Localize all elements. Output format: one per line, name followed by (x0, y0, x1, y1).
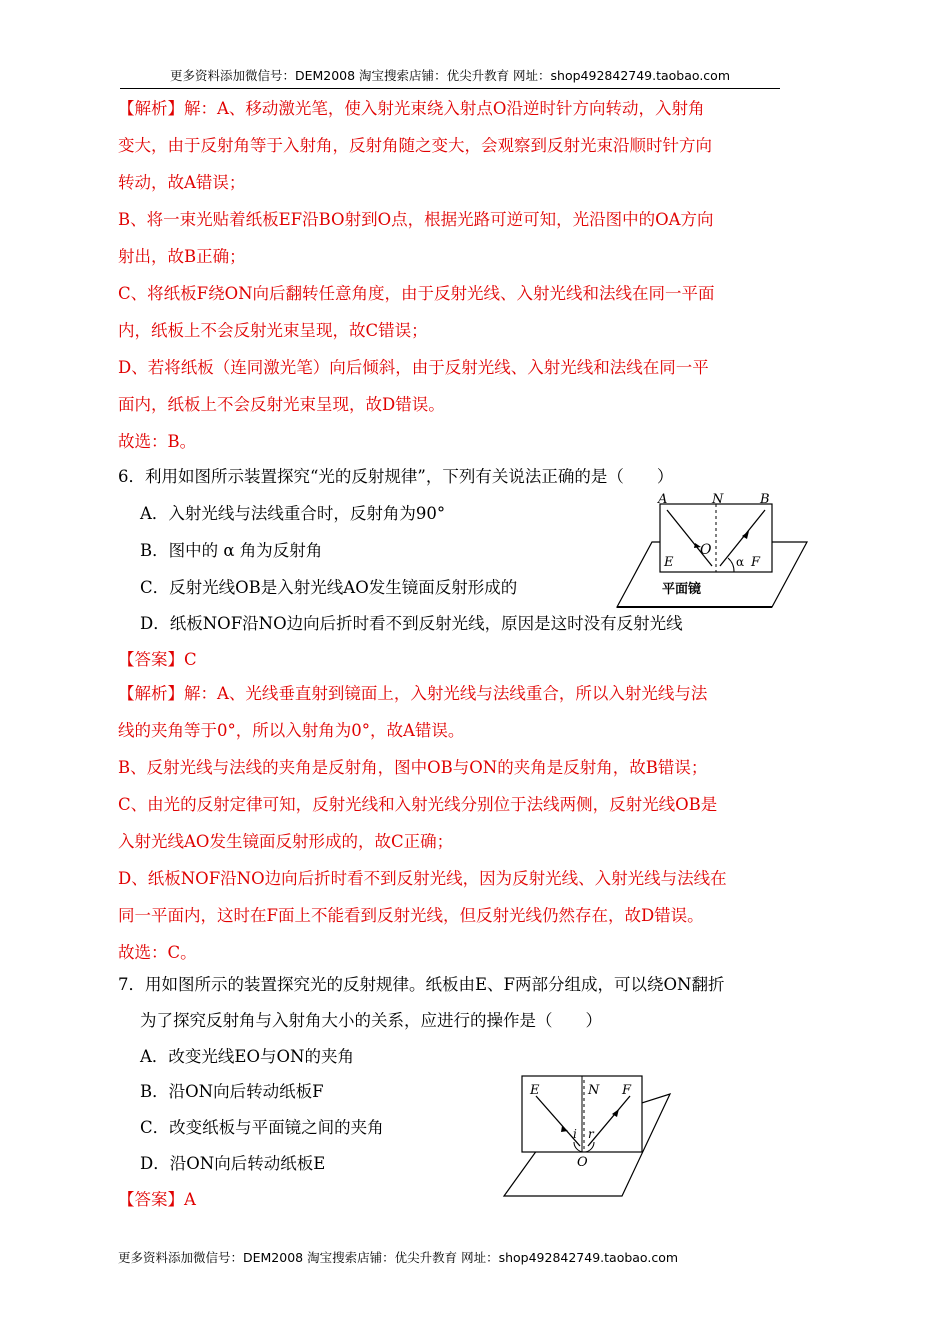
q7-stem-line-2: 为了探究反射角与入射角大小的关系，应进行的操作是（ ） (140, 1011, 602, 1030)
q5-analysis-line-3: 转动，故A错误； (118, 173, 246, 192)
label-alpha: α (736, 555, 745, 569)
label-f: F (622, 1083, 632, 1098)
q5-analysis-line-8: D、若将纸板（连同激光笔）向后倾斜，由于反射光线、入射光线和法线在同一平 (118, 358, 709, 377)
label-e: E (664, 555, 674, 570)
q6-analysis-line-3: B、反射光线与法线的夹角是反射角，图中OB与ON的夹角是反射角，故B错误； (118, 758, 708, 777)
q5-analysis-line-6: C、将纸板F绕ON向后翻转任意角度，由于反射光线、入射光线和法线在同一平面 (118, 284, 715, 303)
q7-mirror-figure (500, 1072, 672, 1202)
q6-analysis-line-2: 线的夹角等于0°，所以入射角为0°，故A错误。 (118, 721, 465, 740)
q6-analysis-line-1: 【解析】解：A、光线垂直射到镜面上，入射光线与法线重合，所以入射光线与法 (118, 684, 708, 703)
page-header: 更多资料添加微信号：DEM2008 淘宝搜索店铺：优尖升教育 网址：shop492842749.taobao.com (120, 66, 780, 89)
q6-option-b: B．图中的 α 角为反射角 (140, 541, 323, 560)
q5-analysis-line-4: B、将一束光贴着纸板EF沿BO射到O点，根据光路可逆可知，光沿图中的OA方向 (118, 210, 714, 229)
q6-option-d: D．纸板NOF沿NO边向后折时看不到反射光线，原因是这时没有反射光线 (140, 614, 683, 633)
answer-tag: 【答案】 (118, 650, 184, 669)
q7-answer: 【答案】A (118, 1190, 196, 1209)
label-r: r (588, 1127, 594, 1141)
q6-analysis-line-5: 入射光线AO发生镜面反射形成的，故C正确； (118, 832, 454, 851)
label-i: i (573, 1127, 577, 1141)
q5-analysis-line-9: 面内，纸板上不会反射光束呈现，故D错误。 (118, 395, 445, 414)
q5-analysis-line-7: 内，纸板上不会反射光束呈现，故C错误； (118, 321, 428, 340)
q7-option-d: D．沿ON向后转动纸板E (140, 1154, 326, 1173)
label-e: E (530, 1083, 540, 1098)
q5-analysis-conclusion: 故选：B。 (118, 432, 197, 451)
q7-option-a: A．改变光线EO与ON的夹角 (140, 1047, 354, 1066)
label-n: N (588, 1083, 600, 1098)
q5-analysis-line-1: 【解析】解：A、移动激光笔，使入射光束绕入射点O沿逆时针方向转动，入射角 (118, 99, 705, 118)
q6-analysis-line-4: C、由光的反射定律可知，反射光线和入射光线分别位于法线两侧，反射光线OB是 (118, 795, 718, 814)
q6-option-c: C．反射光线OB是入射光线AO发生镜面反射形成的 (140, 578, 518, 597)
q6-mirror-figure (612, 492, 812, 614)
q6-answer: 【答案】C (118, 650, 197, 669)
q6-stem: 6．利用如图所示装置探究“光的反射规律”，下列有关说法正确的是（ ） (118, 467, 674, 486)
q7-option-b: B．沿ON向后转动纸板F (140, 1082, 324, 1101)
label-a: A (658, 492, 668, 507)
analysis-tag: 【解析】 (118, 99, 184, 118)
q6-analysis-line-6: D、纸板NOF沿NO边向后折时看不到反射光线，因为反射光线、入射光线与法线在 (118, 869, 727, 888)
mirror-label: 平面镜 (662, 582, 702, 597)
q6-analysis-conclusion: 故选：C。 (118, 943, 197, 962)
label-n: N (712, 492, 724, 507)
q7-option-c: C．改变纸板与平面镜之间的夹角 (140, 1118, 384, 1137)
analysis-tag: 【解析】 (118, 684, 184, 703)
q7-stem-line-1: 7．用如图所示的装置探究光的反射规律。纸板由E、F两部分组成，可以绕ON翻折 (118, 975, 725, 994)
q5-analysis-line-2: 变大，由于反射角等于入射角，反射角随之变大，会观察到反射光束沿顺时针方向 (118, 136, 712, 155)
q5-analysis-line-5: 射出，故B正确； (118, 247, 246, 266)
label-o: O (700, 542, 712, 558)
label-f: F (751, 555, 761, 570)
q6-option-a: A．入射光线与法线重合时，反射角为90° (140, 504, 446, 523)
label-b: B (760, 492, 770, 507)
page-footer: 更多资料添加微信号：DEM2008 淘宝搜索店铺：优尖升教育 网址：shop492842749.taobao.com (118, 1250, 679, 1265)
q6-analysis-line-7: 同一平面内，这时在F面上不能看到反射光线，但反射光线仍然存在，故D错误。 (118, 906, 704, 925)
label-o: O (577, 1155, 588, 1170)
answer-tag: 【答案】 (118, 1190, 184, 1209)
